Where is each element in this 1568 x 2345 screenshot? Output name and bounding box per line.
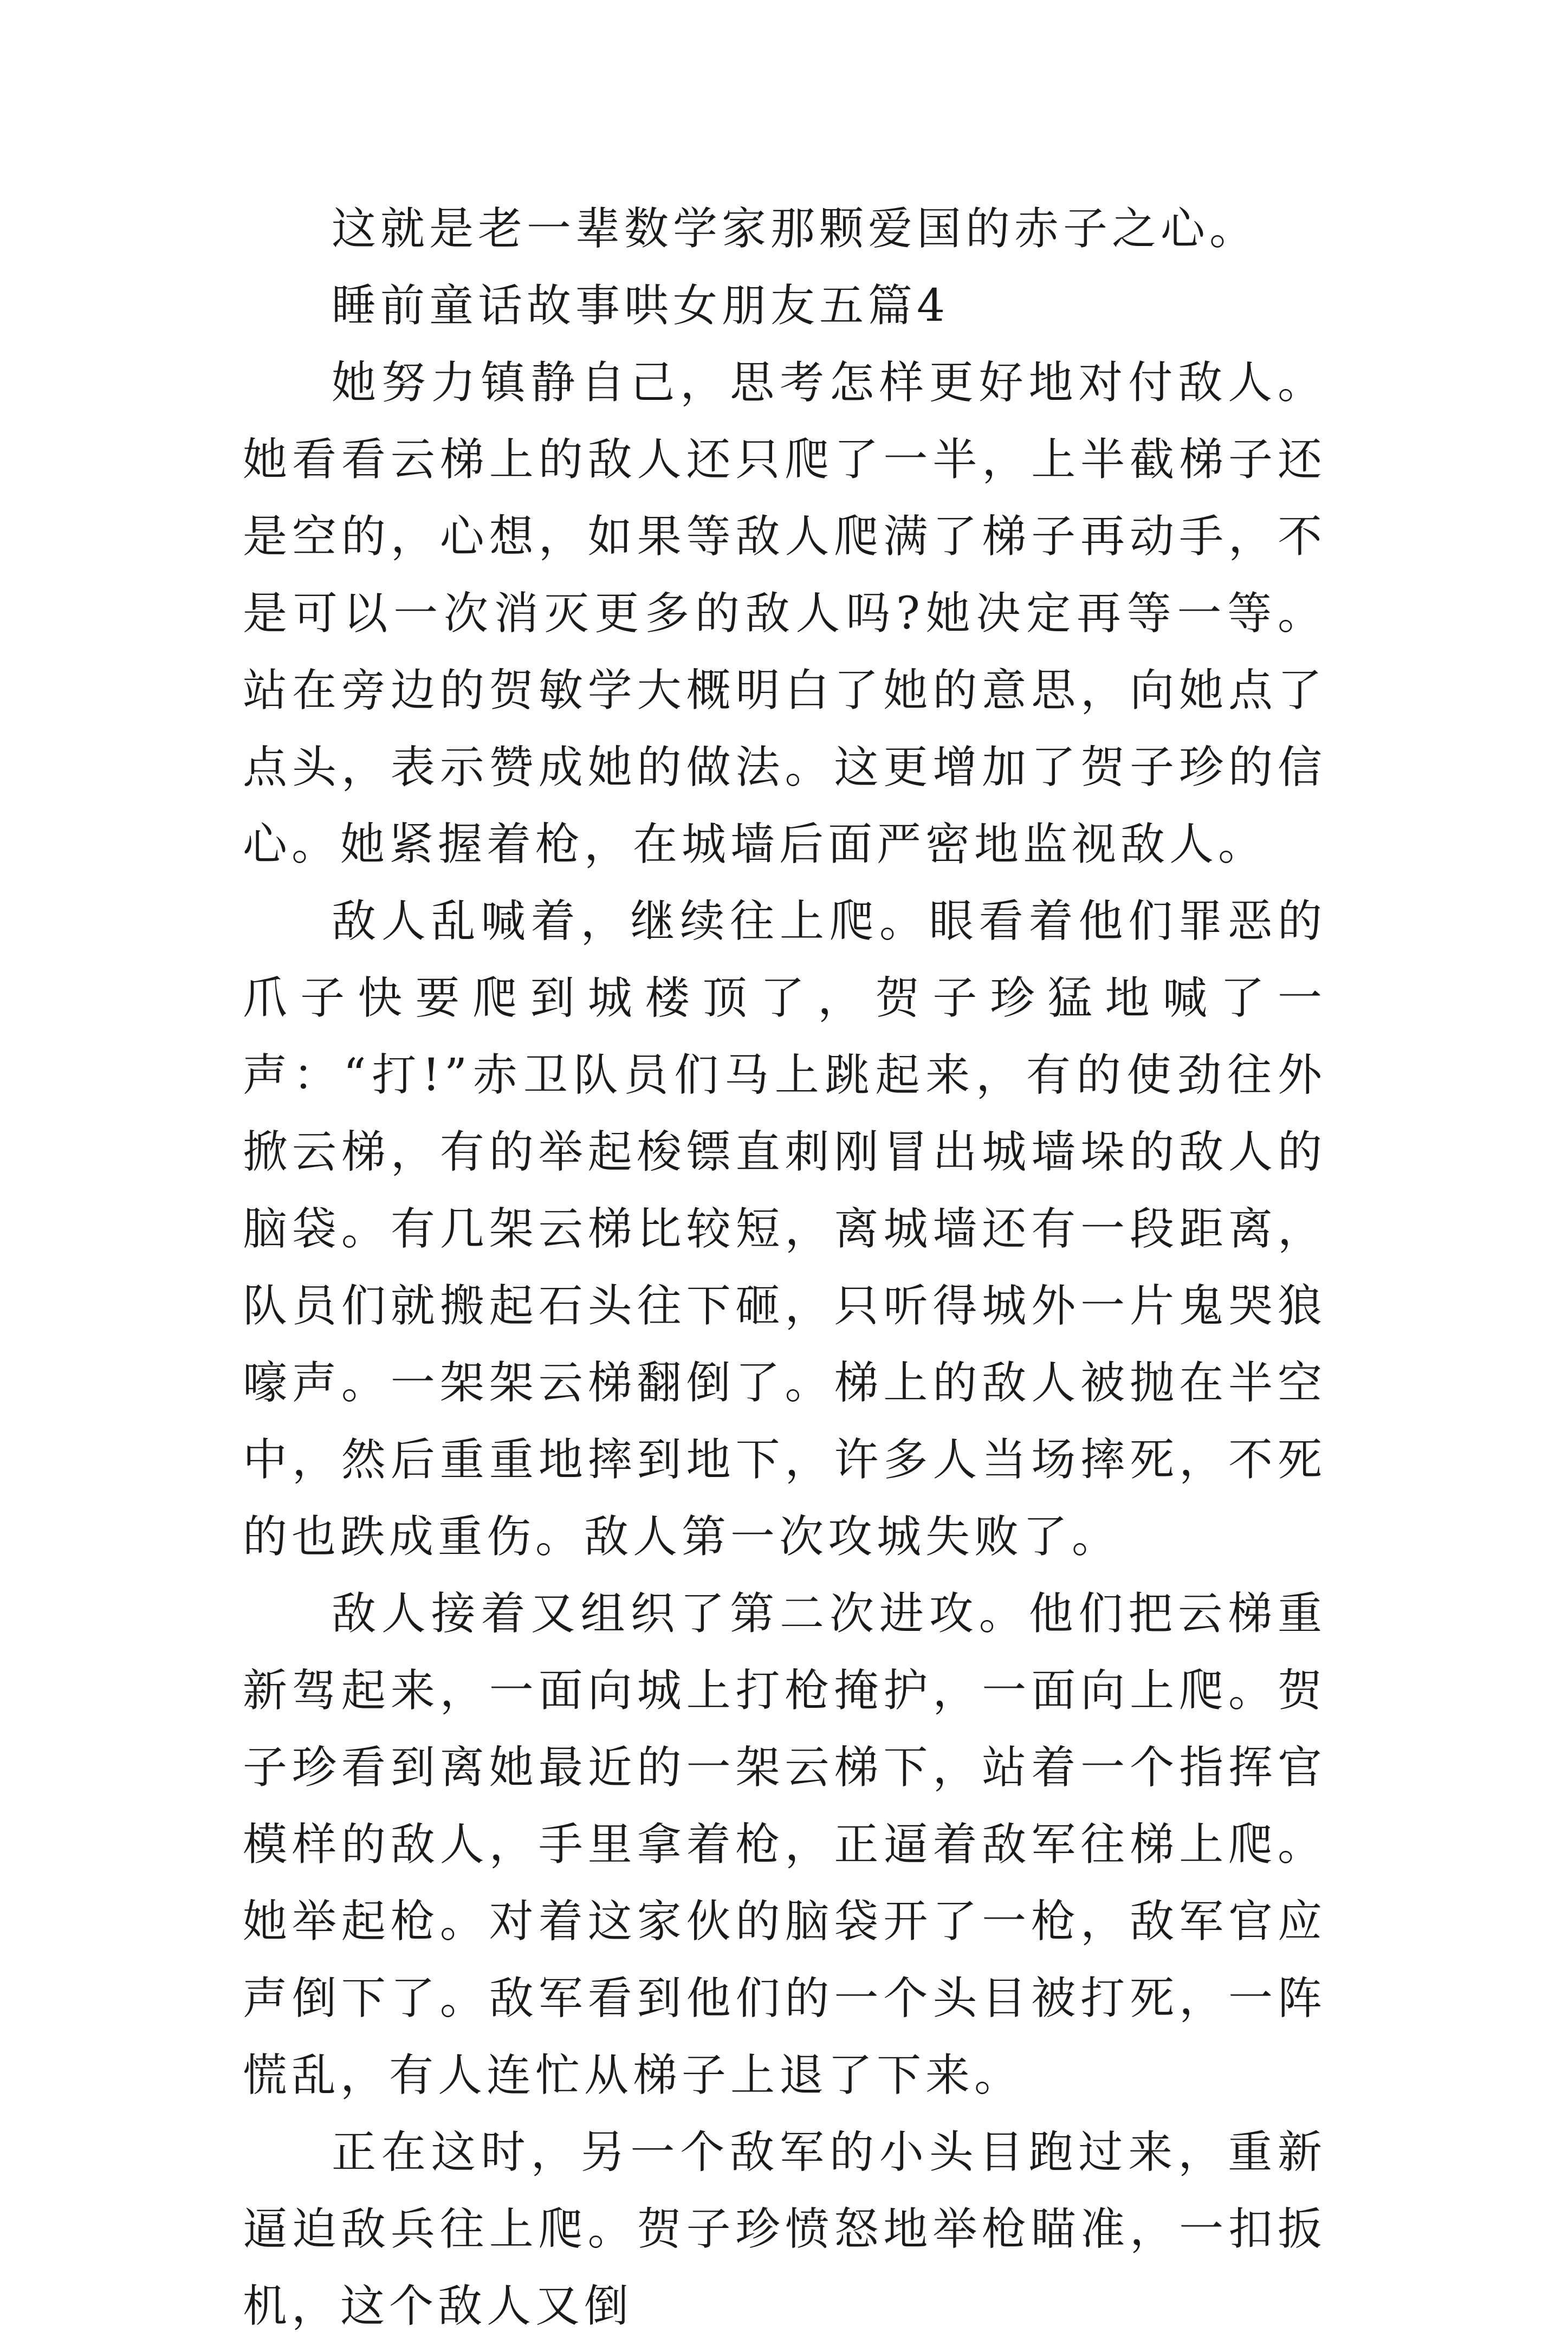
section-heading: 睡前童话故事哄女朋友五篇4 <box>332 280 950 332</box>
body-text <box>243 191 1326 2345</box>
paragraph: 她努力镇静自己，思考怎样更好地对付敌人。她看看云梯上的敌人还只爬了一半，上半截梯子还是空的，心想，如果等敌人爬满了梯子再动手，不是可以一次消灭更多的敌人吗?她决定再等一等。站在旁边的贺敏学大概明白了她的意思，向她点了点头，表示赞成她的做法。这更增加了贺子珍的信心。她紧握着枪，在城墙后面严密地监视敌人。 <box>243 357 1326 870</box>
paragraph-closing-line: 这就是老一辈数学家那颗爱国的赤子之心。 <box>332 203 1259 255</box>
paragraph: 敌人接着又组织了第二次进攻。他们把云梯重新驾起来，一面向城上打枪掩护，一面向上爬。贺子珍看到离她最近的一架云梯下，站着一个指挥官模样的敌人，手里拿着枪，正逼着敌军往梯上爬。她举起枪。对着这家伙的脑袋开了一枪，敌军官应声倒下了。敌军看到他们的一个头目被打死，一阵慌乱，有人连忙从梯子上退了下来。 <box>243 1588 1326 2101</box>
paragraph: 正在这时，另一个敌军的小头目跑过来，重新逼迫敌兵往上爬。贺子珍愤怒地举枪瞄准，一扣扳机，这个敌人又倒 <box>243 2127 1326 2332</box>
paragraph: 敌人乱喊着，继续往上爬。眼看着他们罪恶的爪子快要爬到城楼顶了，贺子珍猛地喊了一声：“打!”赤卫队员们马上跳起来，有的使劲往外掀云梯，有的举起梭镖直刺刚冒出城墙垛的敌人的脑袋。有几架云梯比较短，离城墙还有一段距离，队员们就搬起石头往下砸，只听得城外一片鬼哭狼嚎声。一架架云梯翻倒了。梯上的敌人被抛在半空中，然后重重地摔到地下，许多人当场摔死，不死的也跌成重伤。敌人第一次攻城失败了。 <box>243 896 1326 1563</box>
